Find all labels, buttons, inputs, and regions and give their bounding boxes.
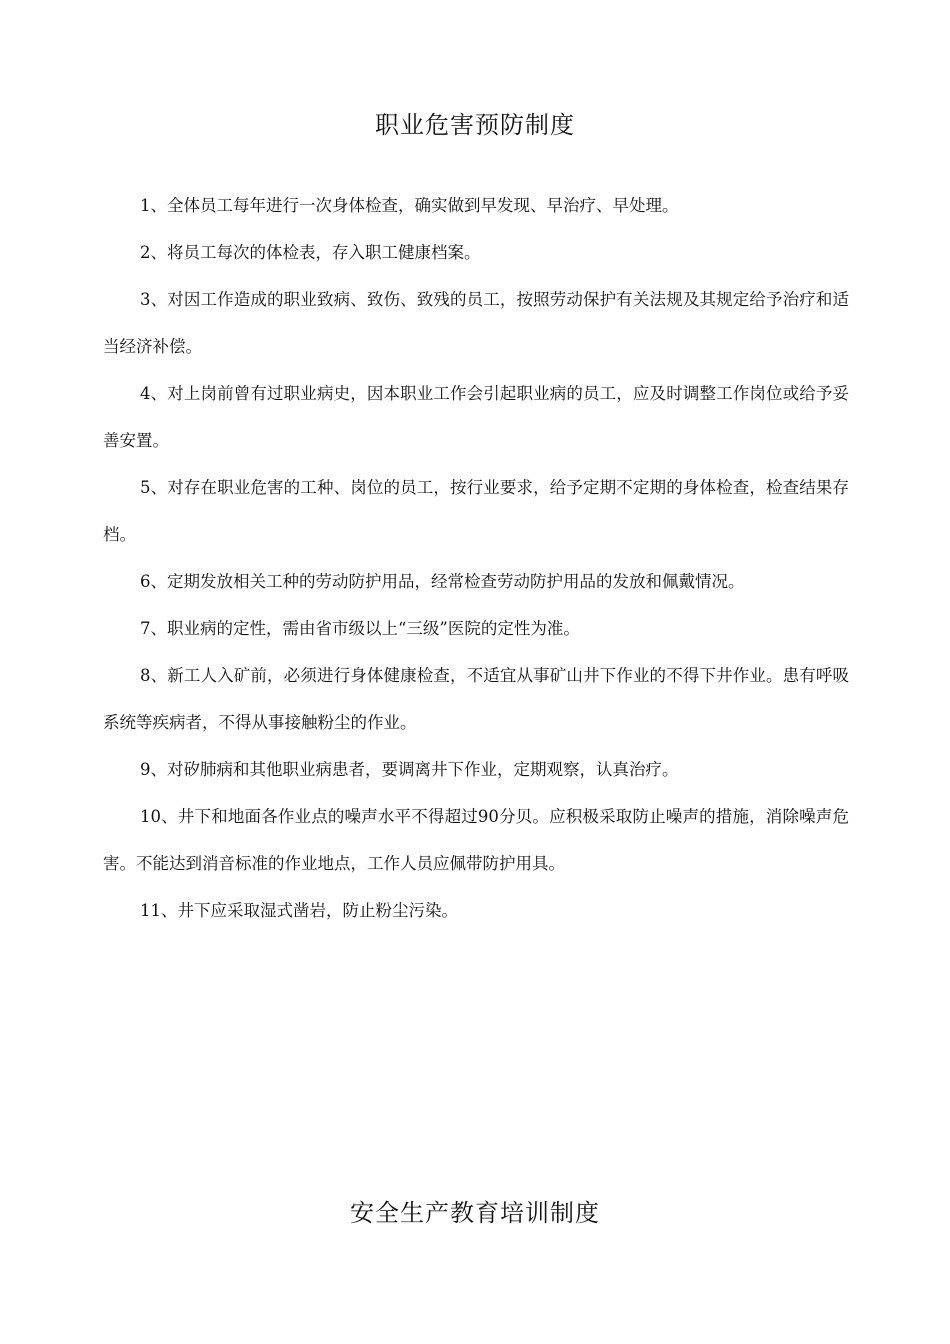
paragraph-11: 11、井下应采取湿式凿岩，防止粉尘污染。: [140, 901, 458, 920]
paragraph-2: 2、将员工每次的体检表，存入职工健康档案。: [140, 243, 481, 262]
paragraph-8: 8、新工人入矿前，必须进行身体健康检查，不适宜从事矿山井下作业的不得下井作业。患有呼吸系统等疾病者，不得从事接触粉尘的作业。: [103, 666, 849, 732]
paragraph-10: 10、井下和地面各作业点的噪声水平不得超过90分贝。应积极采取防止噪声的措施，消除噪声危害。不能达到消音标准的作业地点，工作人员应佩带防护用具。: [103, 807, 849, 873]
paragraph-5: 5、对存在职业危害的工种、岗位的员工，按行业要求，给予定期不定期的身体检查，检查结果存档。: [103, 478, 849, 544]
section-title: 安全生产教育培训制度: [350, 1199, 600, 1227]
paragraph-6: 6、定期发放相关工种的劳动防护用品，经常检查劳动防护用品的发放和佩戴情况。: [140, 572, 745, 591]
document-body: [103, 188, 849, 940]
paragraph-7: 7、职业病的定性，需由省市级以上“三级”医院的定性为准。: [140, 619, 580, 638]
paragraph-9: 9、对矽肺病和其他职业病患者，要调离井下作业，定期观察，认真治疗。: [140, 760, 679, 779]
paragraph-1: 1、全体员工每年进行一次身体检查，确实做到早发现、早治疗、早处理。: [140, 196, 679, 215]
document-title: 职业危害预防制度: [375, 111, 575, 139]
paragraph-3: 3、对因工作造成的职业致病、致伤、致残的员工，按照劳动保护有关法规及其规定给予治疗和适当经济补偿。: [103, 290, 849, 356]
paragraph-4: 4、对上岗前曾有过职业病史，因本职业工作会引起职业病的员工，应及时调整工作岗位或给予妥善安置。: [103, 384, 849, 450]
